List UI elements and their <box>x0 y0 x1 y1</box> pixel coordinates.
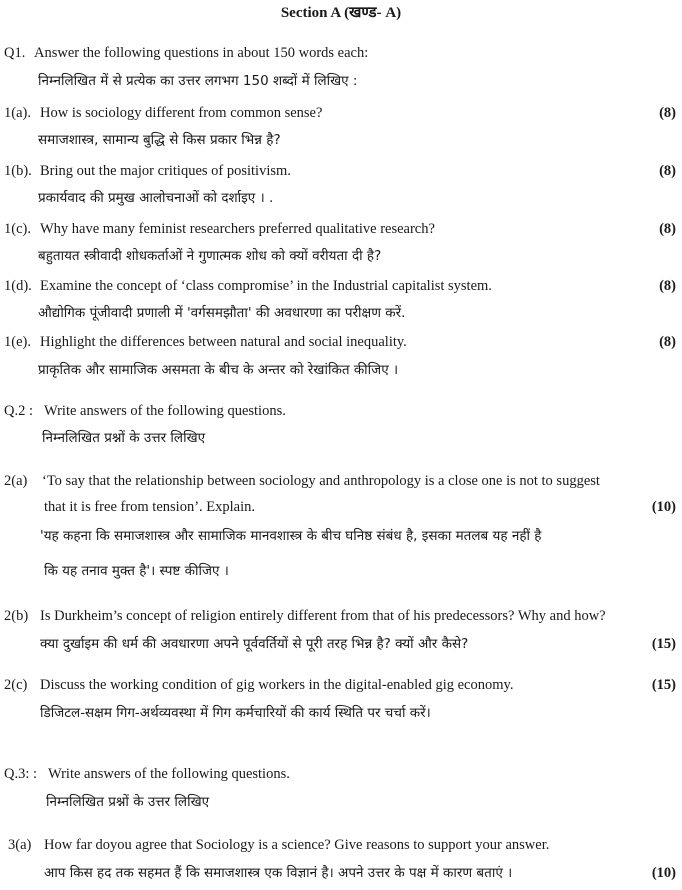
q2a-number: 2(a) <box>4 473 28 489</box>
q3-intro-en: Write answers of the following questions. <box>48 766 290 782</box>
q3a-number: 3(a) <box>8 837 32 853</box>
q1-intro-en: Answer the following questions in about 150 words each: <box>34 45 369 61</box>
q2a-text-en-1: ‘To say that the relationship between sociology and anthropology is a close one is not to suggest <box>42 473 600 489</box>
q2b-number: 2(b) <box>4 608 29 624</box>
q2c-text-hi: डिजिटल-सक्षम गिग-अर्थव्यवस्था में गिग कर्मचारियों की कार्य स्थिति पर चर्चा करें। <box>40 705 431 721</box>
q3-label: Q.3: : <box>4 766 38 782</box>
q2c-marks: (15) <box>651 677 676 693</box>
q2b-text-hi: क्या दुर्खाइम की धर्म की अवधारणा अपने पूर्ववर्तियों से पूरी तरह भिन्न है? क्यों और कैसे? <box>40 636 469 652</box>
q2-intro-en: Write answers of the following questions. <box>44 403 286 419</box>
q1b-marks: (8) <box>659 163 676 179</box>
q3-intro-hi: निम्नलिखित प्रश्नों के उत्तर लिखिए <box>46 794 210 810</box>
q1c-text-en: Why have many feminist researchers preferred qualitative research? <box>40 221 435 237</box>
q2a-text-hi-2: कि यह तनाव मुक्त है'। स्पष्ट कीजिए । <box>44 563 229 579</box>
q1-label: Q1. <box>4 45 26 61</box>
q1e-marks: (8) <box>659 334 676 350</box>
q3a-text-en: How far doyou agree that Sociology is a science? Give reasons to support your answer. <box>44 837 550 853</box>
q1-intro-hi: निम्नलिखित में से प्रत्येक का उत्तर लगभग 150 शब्दों में लिखिए : <box>38 73 358 89</box>
q1d-text-hi: औद्योगिक पूंजीवादी प्रणाली में 'वर्गसमझौता' की अवधारणा का परीक्षण करें. <box>38 305 406 321</box>
q2b-text-en: Is Durkheim’s concept of religion entirely different from that of his predecessors? Why and how? <box>40 608 606 624</box>
q1e-number: 1(e). <box>4 334 31 350</box>
q2a-text-hi-1: 'यह कहना कि समाजशास्त्र और सामाजिक मानवशास्त्र के बीच घनिष्ठ संबंध है, इसका मतलब यह नहीं है <box>40 528 542 544</box>
q1e-text-hi: प्राकृतिक और सामाजिक असमता के बीच के अन्तर को रेखांकित कीजिए । <box>38 362 399 378</box>
q1a-text-hi: समाजशास्त्र, सामान्य बुद्धि से किस प्रकार भिन्न है? <box>38 132 281 148</box>
q2b-marks: (15) <box>651 636 676 652</box>
q3a-marks: (10) <box>651 865 676 881</box>
q2c-number: 2(c) <box>4 677 28 693</box>
q1b-number: 1(b). <box>4 163 32 179</box>
q1c-marks: (8) <box>659 221 676 237</box>
q1a-text-en: How is sociology different from common sense? <box>40 105 323 121</box>
q2a-text-en-2: that it is free from tension’. Explain. <box>44 499 256 515</box>
q1d-number: 1(d). <box>4 278 32 294</box>
q2c-text-en: Discuss the working condition of gig workers in the digital-enabled gig economy. <box>40 677 514 693</box>
q1b-text-hi: प्रकार्यवाद की प्रमुख आलोचनाओं को दर्शाइए । . <box>38 190 274 206</box>
q1a-marks: (8) <box>659 105 676 121</box>
q1b-text-en: Bring out the major critiques of positivism. <box>40 163 291 179</box>
q1d-text-en: Examine the concept of ‘class compromise’ in the Industrial capitalist system. <box>40 278 492 294</box>
q3a-text-hi: आप किस हद तक सहमत हैं कि समाजशास्त्र एक विज्ञानं है। अपने उत्तर के पक्ष में कारण बताएं । <box>44 865 513 881</box>
q1c-text-hi: बहुतायत स्त्रीवादी शोधकर्ताओं ने गुणात्मक शोध को क्यों वरीयता दी है? <box>38 248 382 264</box>
q2a-marks: (10) <box>651 499 676 515</box>
q1e-text-en: Highlight the differences between natural and social inequality. <box>40 334 407 350</box>
q1d-marks: (8) <box>659 278 676 294</box>
q1c-number: 1(c). <box>4 221 31 237</box>
q1a-number: 1(a). <box>4 105 31 121</box>
q2-intro-hi: निम्नलिखित प्रश्नों के उत्तर लिखिए <box>42 430 206 446</box>
section-title: Section A (खण्ड- A) <box>280 5 402 21</box>
q2-label: Q.2 : <box>4 403 33 419</box>
